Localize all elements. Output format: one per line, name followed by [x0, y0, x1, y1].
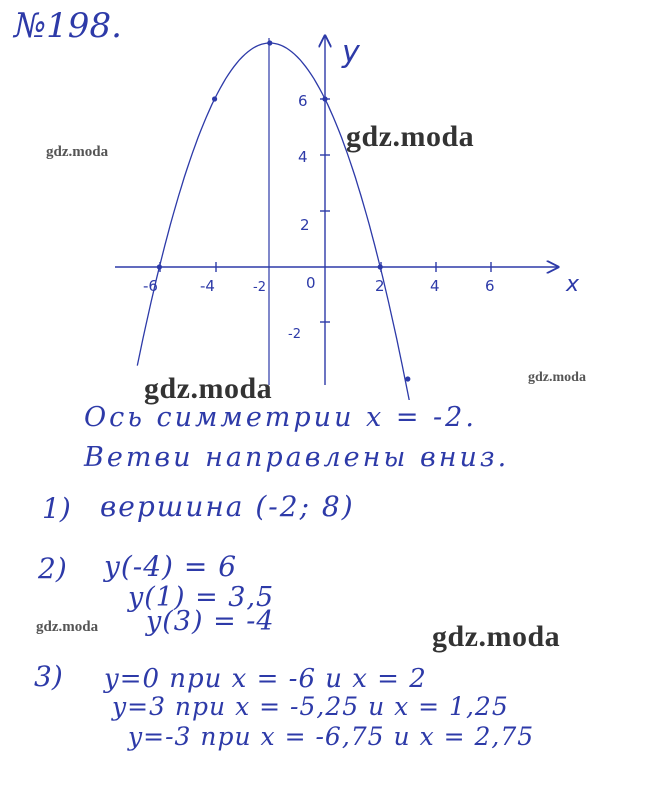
y-value-3: y(3) = -4	[146, 606, 275, 637]
y-value-2: y(1) = 3,5	[128, 582, 275, 613]
vertex-text: вершина (-2; 8)	[100, 490, 355, 523]
origin-label: 0	[306, 274, 316, 292]
watermark: gdz.moda	[36, 619, 99, 635]
branches-direction-text: Ветви направлены вниз.	[84, 442, 510, 473]
item-3-number: 3)	[34, 660, 63, 693]
y-axis-name: y	[342, 35, 360, 70]
x-tick-label: -4	[200, 277, 215, 295]
y-tick-label: 6	[298, 92, 308, 110]
data-point	[378, 264, 383, 269]
y-tick-label: 2	[300, 216, 310, 234]
item-1-number: 1)	[42, 492, 71, 525]
watermark: gdz.moda	[46, 144, 109, 160]
watermark: gdz.moda	[144, 372, 273, 405]
x-tick-label: -2	[253, 280, 266, 295]
data-point	[212, 96, 217, 101]
symmetry-axis-text: Ось симметрии x = -2.	[84, 402, 477, 433]
x-tick-label: 6	[485, 277, 495, 295]
data-point	[405, 376, 410, 381]
watermark: gdz.moda	[432, 620, 561, 653]
roots-y0: y=0 при x = -6 и x = 2	[104, 664, 427, 694]
y-value-1: y(-4) = 6	[104, 550, 238, 583]
y-tick-label: 4	[298, 148, 308, 166]
y-tick-label: -2	[288, 327, 301, 342]
data-point	[157, 264, 162, 269]
x-axis-name: x	[566, 272, 580, 297]
roots-y-minus3: y=-3 при x = -6,75 и x = 2,75	[128, 722, 535, 751]
watermark: gdz.moda	[346, 120, 475, 153]
y-ticks	[288, 92, 330, 342]
parabola-points	[157, 40, 411, 381]
roots-y3: y=3 при x = -5,25 и x = 1,25	[112, 692, 509, 721]
watermark: gdz.moda	[528, 370, 586, 385]
parabola-graph	[0, 0, 646, 400]
x-tick-label: 2	[375, 277, 385, 295]
x-tick-label: 4	[430, 277, 440, 295]
data-point	[267, 40, 272, 45]
parabola-curve	[137, 43, 424, 400]
data-point	[322, 96, 327, 101]
item-2-number: 2)	[38, 552, 67, 585]
problem-number: №198.	[14, 6, 122, 46]
x-tick-label: -6	[143, 277, 158, 295]
